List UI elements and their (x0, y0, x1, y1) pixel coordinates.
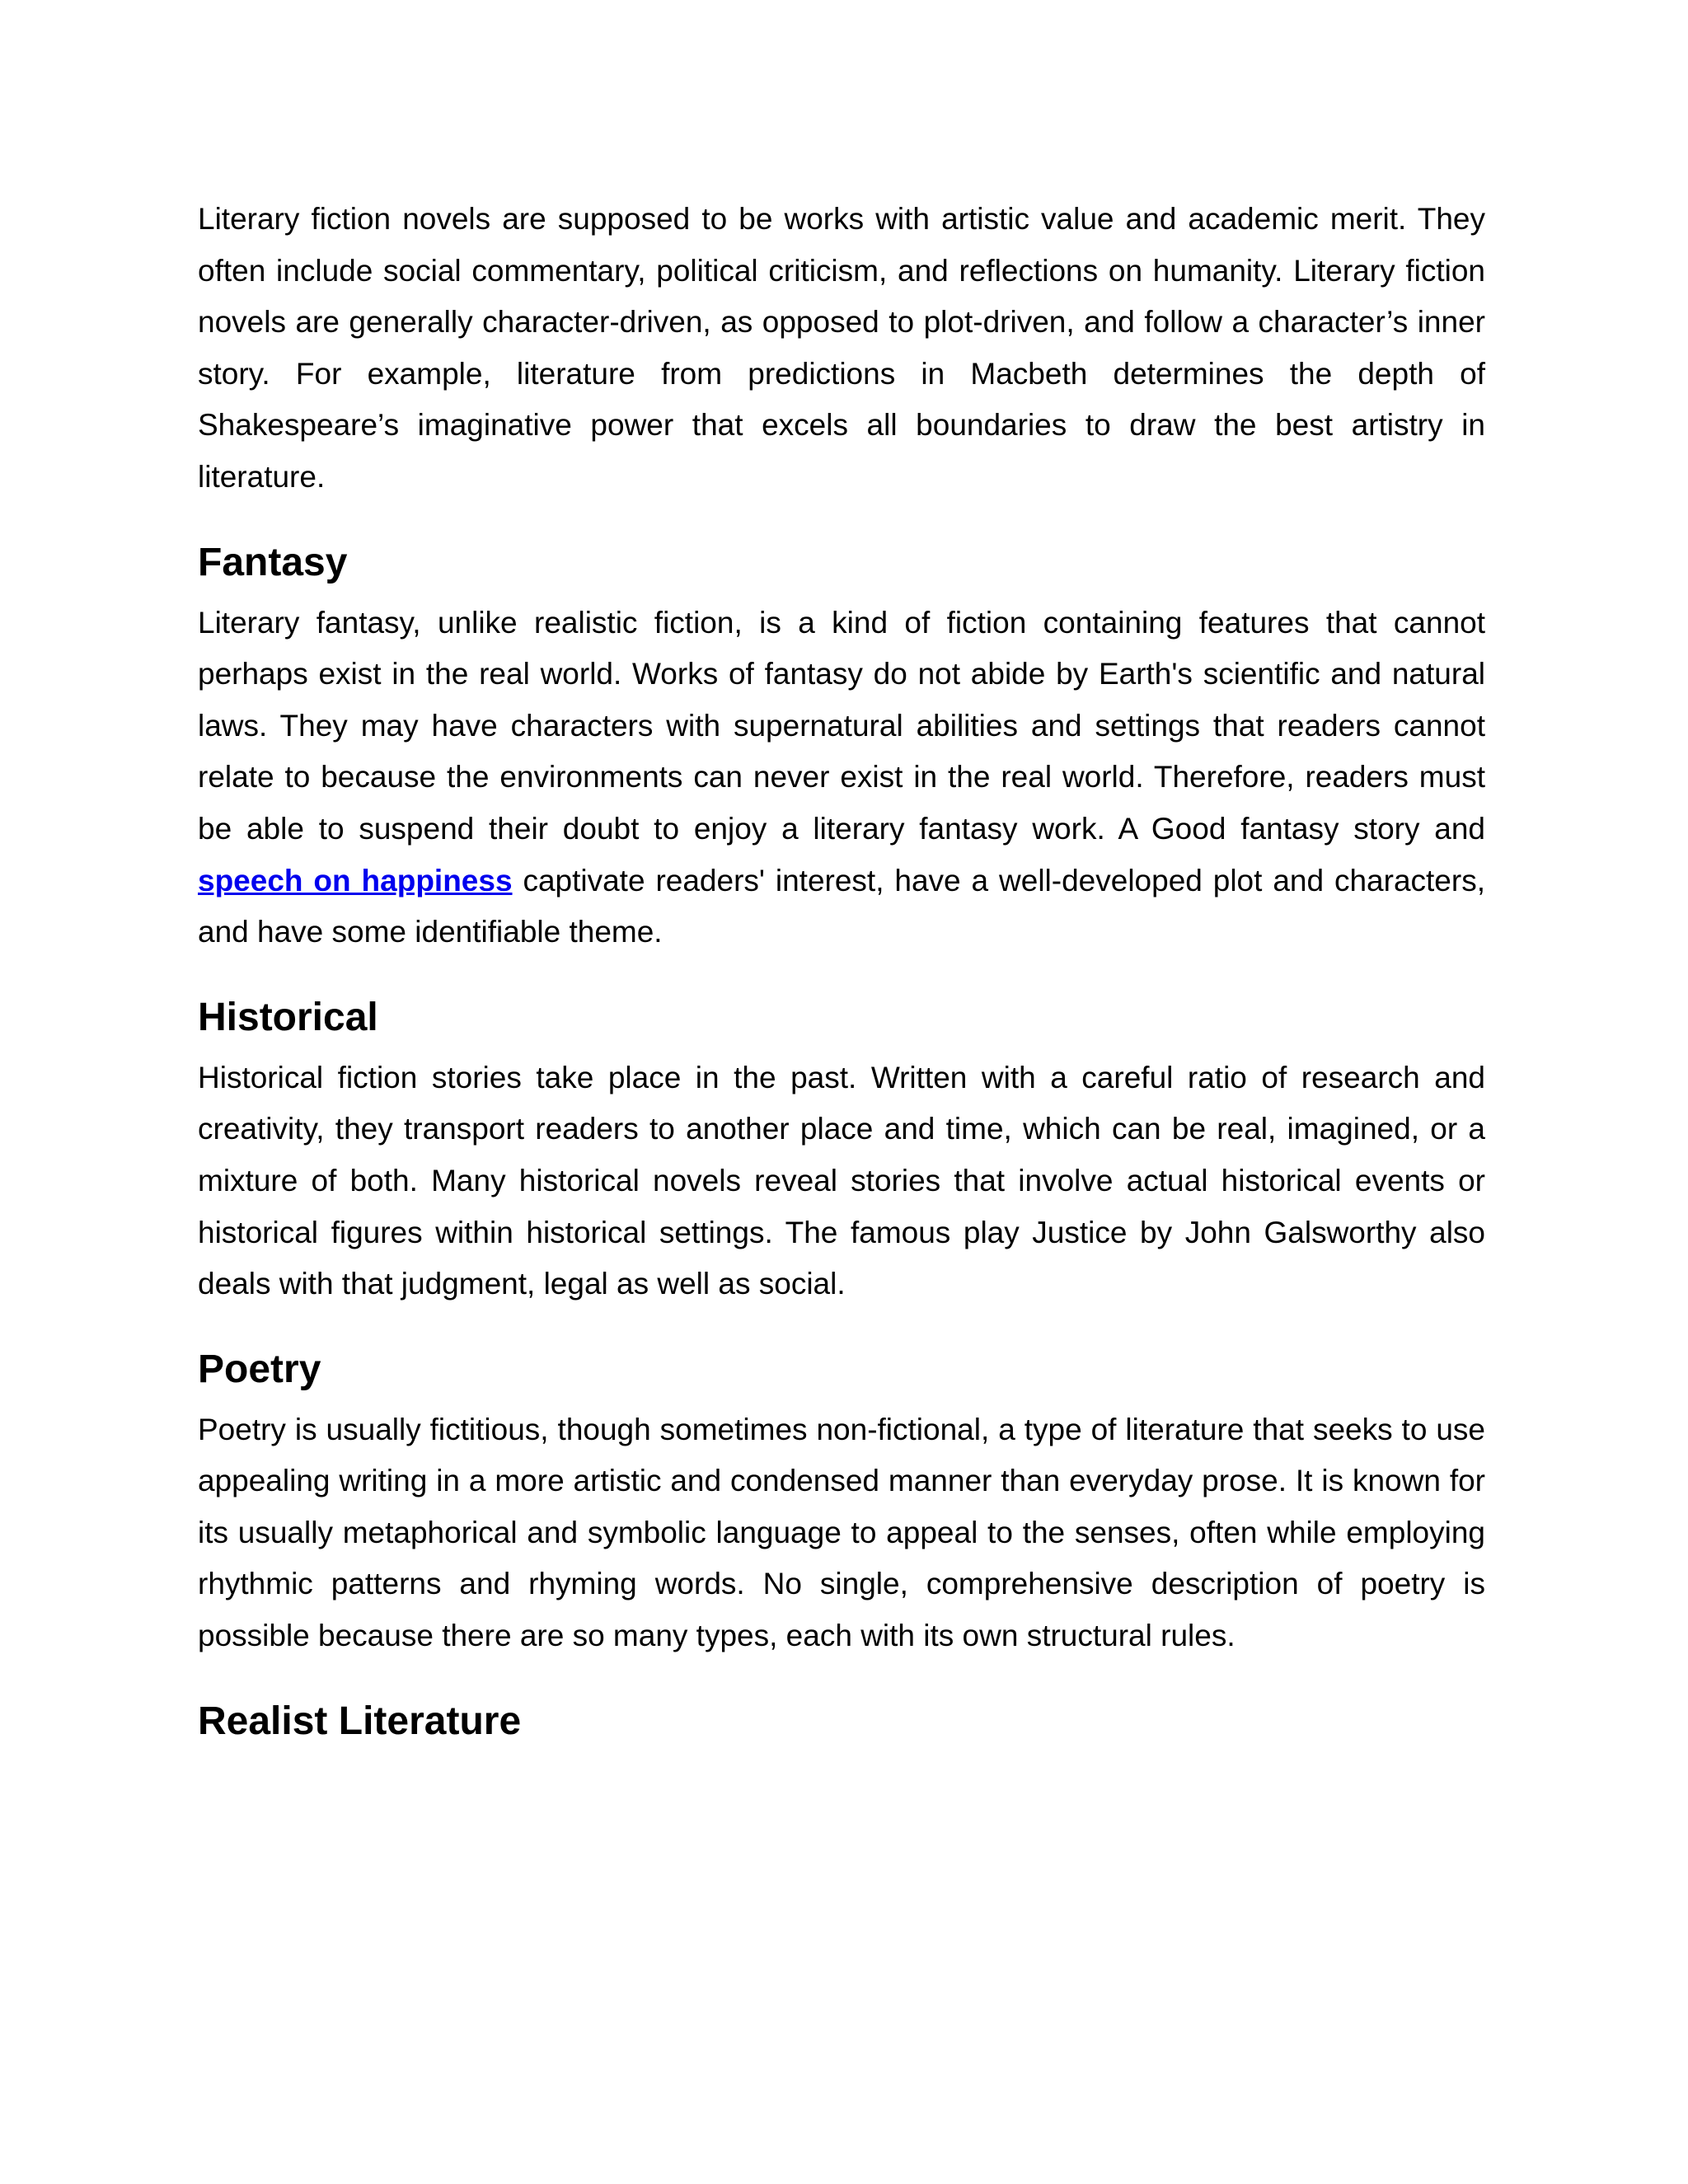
document-page (198, 194, 1485, 1746)
heading-realist-literature: Realist Literature (198, 1699, 522, 1743)
spacer (198, 588, 1485, 598)
spacer (198, 958, 1485, 993)
fantasy-text-before-link: Literary fantasy, unlike realistic fiction, is a kind of fiction containing features that cannot perhaps exist in the real world. Works of fantasy do not abide by Earth's scientific and natural laws. They may have characters with supernatural abilities and settings that readers cannot relate to because the environments can never exist in the real world. Therefore, readers must be able to suspend their doubt to enjoy a literary fantasy work. A Good fantasy story and (198, 605, 1485, 846)
poetry-paragraph: Poetry is usually fictitious, though sometimes non-fictional, a type of literature that seeks to use appealing writing in a more artistic and condensed manner than everyday prose. It is known for its usually metaphorical and symbolic language to appeal to the senses, often while employing rhythmic patterns and rhyming words. No single, comprehensive description of poetry is possible because there are so many types, each with its own structural rules. (198, 1412, 1485, 1653)
fantasy-text-after-link: captivate readers' interest, have a well-developed plot and characters, and have some identifiable theme. (198, 863, 1485, 949)
spacer (198, 1394, 1485, 1404)
spacer (198, 1043, 1485, 1052)
heading-historical: Historical (198, 995, 378, 1039)
spacer (198, 504, 1485, 538)
intro-paragraph: Literary fiction novels are supposed to be works with artistic value and academic merit. They often include social commentary, political criticism, and reflections on humanity. Literary fiction novels are generally character-driven, as opposed to plot-driven, and follow a character’s inner story. For example, literature from predictions in Macbeth determines the depth of Shakespeare’s imaginative power that excels all boundaries to draw the best artistry in literature. (198, 202, 1485, 494)
heading-poetry: Poetry (198, 1347, 321, 1391)
fantasy-paragraph (198, 598, 1485, 958)
spacer (198, 1662, 1485, 1697)
historical-paragraph: Historical fiction stories take place in the past. Written with a careful ratio of research and creativity, they transport readers to another place and time, which can be real, imagined, or a mixture of both. Many historical novels reveal stories that involve actual historical events or historical figures within historical settings. The famous play Justice by John Galsworthy also deals with that judgment, legal as well as social. (198, 1060, 1485, 1301)
speech-on-happiness-link[interactable]: speech on happiness (198, 863, 513, 898)
heading-fantasy: Fantasy (198, 540, 348, 584)
spacer (198, 1310, 1485, 1345)
